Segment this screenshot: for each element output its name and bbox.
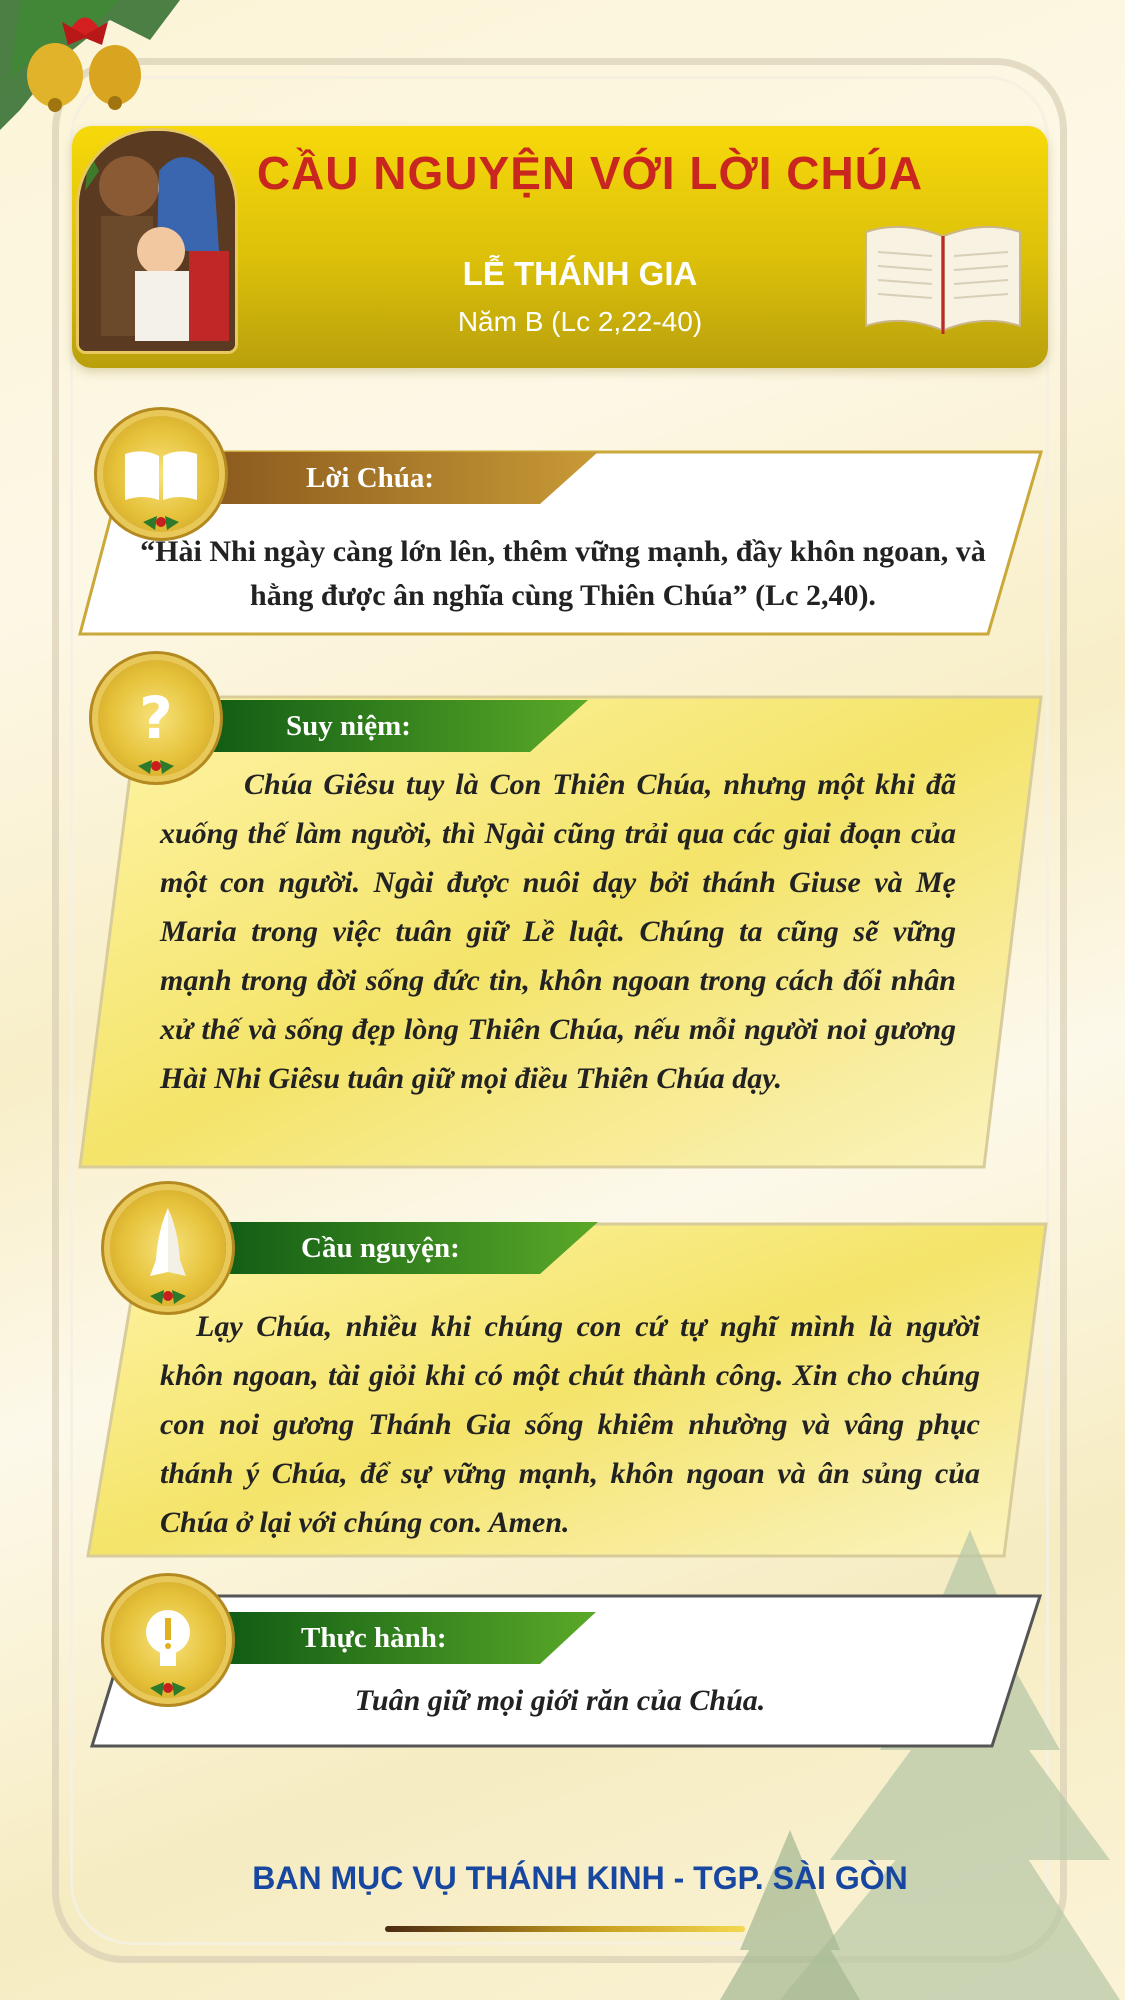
question-mark-icon: ?: [139, 684, 173, 752]
page-title: CẦU NGUYỆN VỚI LỜI CHÚA: [256, 147, 924, 199]
footer-divider: [385, 1926, 745, 1932]
prayer-text: Lạy Chúa, nhiều khi chúng con cứ tự nghĩ mình là người khôn ngoan, tài giỏi khi có một chút thành công. Xin cho chúng con noi gương Thánh Gia sống khiêm nhường và vâng phục thánh ý Chúa, để sự vững mạnh, khôn ngoan và ân sủng của Chúa ở lại với chúng con. Amen.: [160, 1310, 980, 1539]
holy-family-image: [76, 128, 238, 354]
practice-text: Tuân giữ mọi giới răn của Chúa.: [354, 1684, 766, 1717]
footer-organization: BAN MỤC VỤ THÁNH KINH - TGP. SÀI GÒN: [252, 1860, 908, 1896]
reflection-medal: [98, 660, 214, 776]
word-medal: [103, 416, 219, 532]
christmas-bells-icon: [0, 0, 180, 130]
prayer-medal: [110, 1190, 226, 1306]
word-text: “Hài Nhi ngày càng lớn lên, thêm vững mạnh, đầy khôn ngoan, và hằng được ân nghĩa cùng Thiên Chúa” (Lc 2,40).: [140, 535, 986, 612]
feast-title: LỄ THÁNH GIA: [462, 255, 698, 292]
reflection-text: Chúa Giêsu tuy là Con Thiên Chúa, nhưng một khi đã xuống thế làm người, thì Ngài cũng trải qua các giai đoạn của một con người. Ngài được nuôi dạy bởi thánh Giuse và Mẹ Maria trong việc tuân giữ Lề luật. Chúng ta cũng sẽ vững mạnh trong đời sống đức tin, khôn ngoan trong cách đối nhân xử thế và sống đẹp lòng Thiên Chúa, nếu mỗi người noi gương Hài Nhi Giêsu tuân giữ mọi điều Thiên Chúa dạy.: [160, 768, 956, 1095]
gospel-reference: Năm B (Lc 2,22-40): [457, 306, 703, 337]
practice-label: Thực hành:: [301, 1622, 447, 1654]
word-label: Lời Chúa:: [306, 462, 435, 494]
prayer-label: Cầu nguyện:: [301, 1232, 460, 1264]
reflection-label: Suy niệm:: [286, 710, 411, 742]
open-bible-icon: [862, 218, 1024, 338]
